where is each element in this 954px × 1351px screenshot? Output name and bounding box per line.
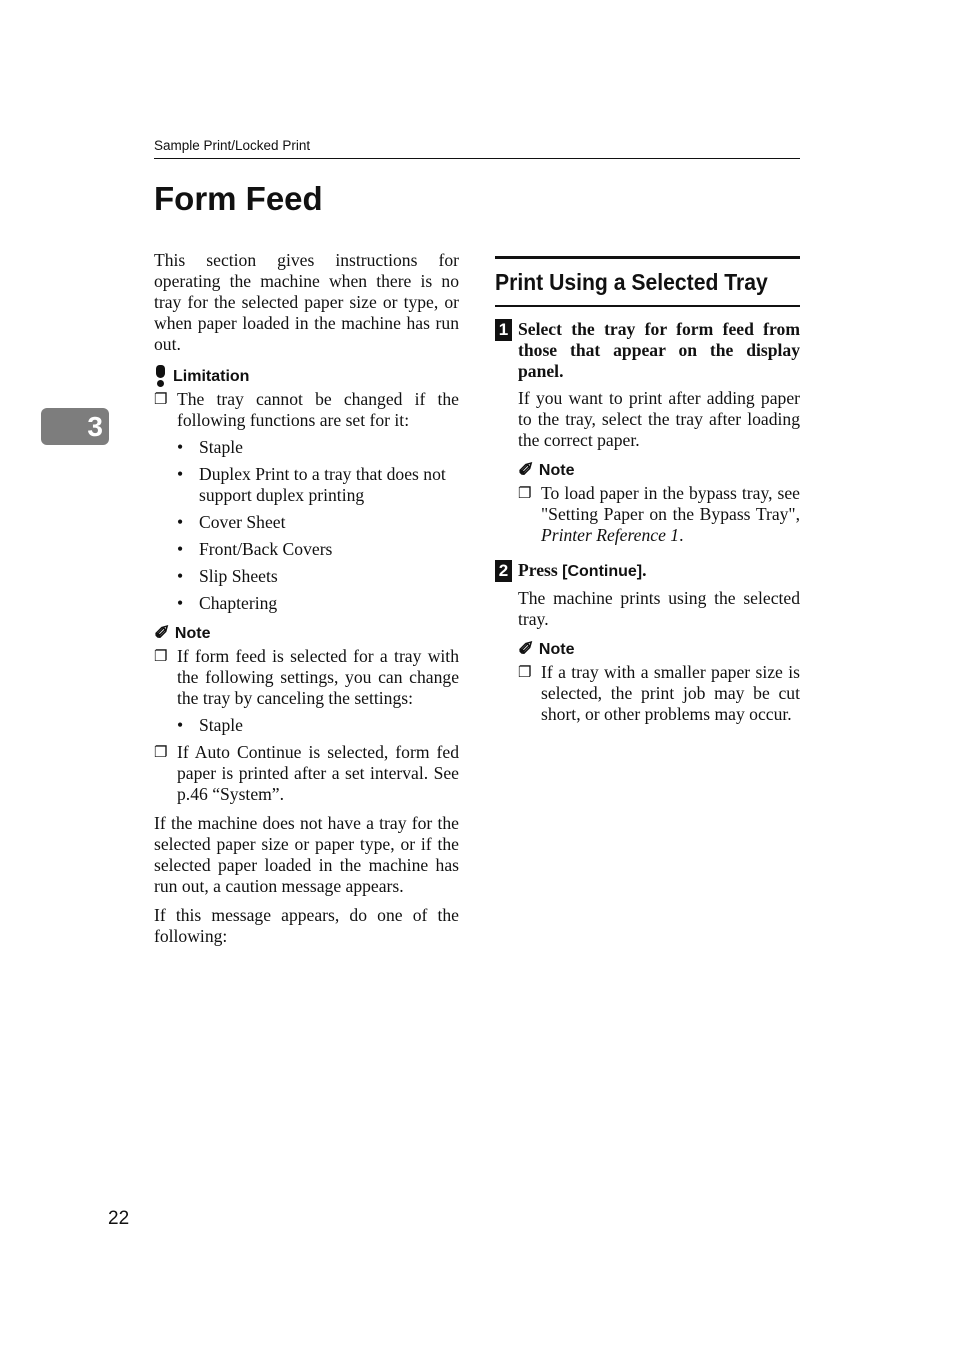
pencil-icon: ✐ (518, 639, 534, 660)
limitation-heading (154, 365, 459, 387)
note-heading (518, 640, 800, 660)
checkbox-icon: ❐ (154, 647, 168, 665)
note-label: Note (538, 462, 575, 479)
checkbox-icon: ❐ (518, 484, 532, 502)
note-text: If form feed is selected for a tray with the following settings, you can change the tray by canceling the settings: (177, 646, 459, 708)
body-paragraph: If the machine does not have a tray for the selected paper size or paper type, or if the selected paper loaded in the machine has run out, a caution message appears. (154, 813, 459, 896)
list-item: • Staple (177, 437, 243, 457)
step-text: Press [Continue]. (518, 560, 647, 580)
step-body: The machine prints using the selected tray. (518, 588, 800, 629)
limitation-text: The tray cannot be changed if the following functions are set for it: (177, 389, 459, 430)
running-header: Sample Print/Locked Print (154, 138, 311, 153)
note-text: If Auto Continue is selected, form fed paper is printed after a set interval. See p.46 “System”. (177, 742, 459, 804)
checkbox-icon: ❐ (154, 743, 168, 761)
chapter-tab: 3 (41, 408, 109, 445)
list-item: • Slip Sheets (177, 566, 278, 586)
checkbox-icon: ❐ (154, 390, 168, 408)
note-list (154, 715, 459, 736)
note-heading (518, 461, 800, 481)
page-title: Form Feed (154, 180, 323, 217)
step-1 (495, 319, 800, 382)
step-number: 2 (495, 560, 512, 582)
list-item: • Front/Back Covers (177, 539, 333, 559)
exclamation-icon (154, 365, 168, 387)
pencil-icon: ✐ (154, 623, 170, 644)
intro-paragraph: This section gives instructions for operating the machine when there is no tray for the selected paper size or type, or when paper loaded in the machine has run out. (154, 250, 459, 354)
continue-key-label: [Continue] (562, 563, 643, 580)
note-block (495, 640, 800, 725)
limitation-label: Limitation (173, 368, 250, 385)
reference-title: Printer Reference 1 (541, 525, 680, 545)
list-item: • Chaptering (177, 593, 278, 613)
limitation-item (154, 389, 459, 431)
left-column (154, 250, 459, 947)
note-item (154, 742, 459, 805)
header-rule (154, 158, 800, 159)
note-item (518, 483, 800, 546)
note-text: If a tray with a smaller paper size is selected, the print job may be cut short, or other problems may occur. (541, 662, 800, 724)
step-number: 1 (495, 319, 512, 341)
note-block (495, 461, 800, 546)
note-label: Note (174, 625, 211, 642)
list-item: • Cover Sheet (177, 512, 286, 532)
page-number: 22 (108, 1208, 130, 1229)
checkbox-icon: ❐ (518, 663, 532, 681)
right-column (495, 256, 800, 725)
body-paragraph: If this message appears, do one of the following: (154, 905, 459, 946)
section-heading: Print Using a Selected Tray (495, 256, 800, 307)
step-2 (495, 560, 800, 582)
note-text: To load paper in the bypass tray, see "Setting Paper on the Bypass Tray", Printer Reference 1. (541, 483, 800, 545)
step-body: If you want to print after adding paper to the tray, select the tray after loading the correct paper. (518, 388, 800, 450)
list-item: • Staple (177, 715, 243, 735)
pencil-icon: ✐ (518, 460, 534, 481)
note-heading (154, 624, 459, 644)
step-text: Select the tray for form feed from those that appear on the display panel. (518, 319, 800, 381)
list-item: • Duplex Print to a tray that does not support duplex printing (177, 464, 446, 505)
limitation-list (154, 437, 459, 614)
note-item (518, 662, 800, 725)
note-label: Note (538, 641, 575, 658)
note-item (154, 646, 459, 709)
